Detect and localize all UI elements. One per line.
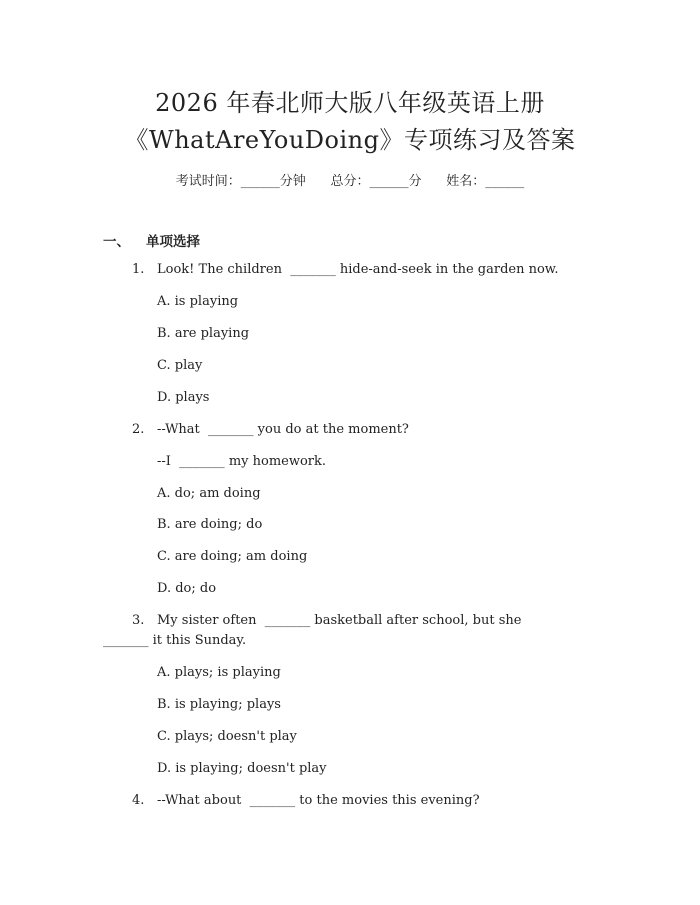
question-text: My sister often _______ basketball after school, but she xyxy=(157,613,522,628)
question-text: Look! The children _______ hide-and-seek in the garden now. xyxy=(157,262,559,277)
question-text: --What about _______ to the movies this evening? xyxy=(157,793,480,808)
document-title-line2: 《WhatAreYouDoing》专项练习及答案 xyxy=(124,126,576,154)
document-title-line1: 2026 年春北师大版八年级英语上册 xyxy=(155,89,545,117)
question-number: 2. xyxy=(132,422,145,437)
option-item: C. play xyxy=(157,358,203,373)
question-text-continued: _______ it this Sunday. xyxy=(103,633,247,648)
option-item: D. plays xyxy=(157,390,210,405)
option-item: D. do; do xyxy=(157,581,217,596)
option-item: D. is playing; doesn't play xyxy=(157,761,327,776)
option-item: C. are doing; am doing xyxy=(157,549,308,564)
option-item: A. plays; is playing xyxy=(157,665,281,680)
question-number: 1. xyxy=(132,262,145,277)
question-text: --I _______ my homework. xyxy=(157,454,327,469)
option-item: B. are playing xyxy=(157,326,250,341)
exam-info-line: 考试时间：______分钟 总分：______分 姓名：______ xyxy=(175,174,525,189)
option-item: B. is playing; plays xyxy=(157,697,281,712)
option-item: A. is playing xyxy=(157,294,239,309)
option-item: C. plays; doesn't play xyxy=(157,729,297,744)
section-heading xyxy=(103,230,200,250)
option-item: B. are doing; do xyxy=(157,517,263,532)
option-item: A. do; am doing xyxy=(157,486,261,501)
question-number: 4. xyxy=(132,793,145,808)
section-number: 一、 xyxy=(103,234,130,250)
section-title: 单项选择 xyxy=(146,234,200,250)
question-text: --What _______ you do at the moment? xyxy=(157,422,409,437)
question-number: 3. xyxy=(132,613,145,628)
